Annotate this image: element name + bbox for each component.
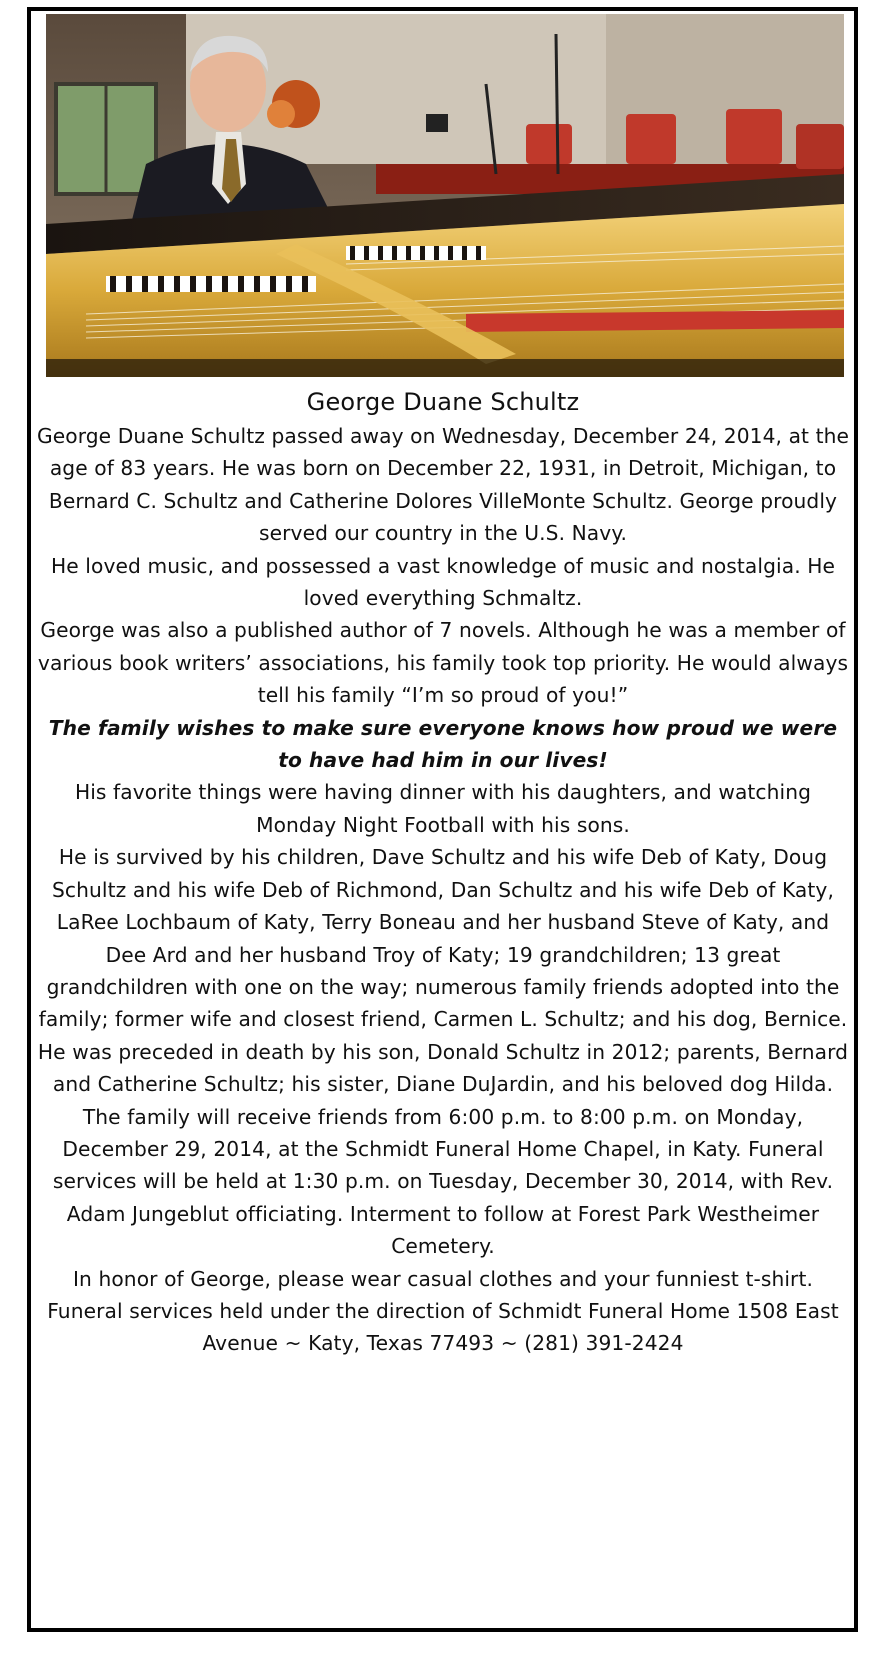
portrait-photo-at-piano xyxy=(46,14,844,377)
paragraph-biography: George Duane Schultz passed away on Wednesday, December 24, 2014, at the age of 83 years. He was born on December 22, 1931, in Detroit, Michigan, to Bernard C. Schultz and Catherine Dolores VilleMonte Schultz. George proudly served our country in the U.S. Navy. xyxy=(36,424,850,546)
paragraph-favorite-things: His favorite things were having dinner with his daughters, and watching Monday Night Football with his sons. xyxy=(74,780,812,837)
paragraph-dress-and-contact: In honor of George, please wear casual clothes and your funniest t-shirt. Funeral services held under the direction of Schmidt Funeral Home 1508 East Avenue ~ Katy, Texas 77493 ~ (281) 391-2424 xyxy=(47,1266,839,1356)
paragraph-preceded: He was preceded in death by his son, Donald Schultz in 2012; parents, Bernard and Catherine Schultz; his sister, Diane DuJardin, and his beloved dog Hilda. xyxy=(37,1039,849,1097)
paragraph-survivors: He is survived by his children, Dave Schultz and his wife Deb of Katy, Doug Schultz and his wife Deb of Richmond, Dan Schultz and his wife Deb of Katy, LaRee Lochbaum of Katy, Terry Boneau and her husband Steve of Katy, and Dee Ard and her husband Troy of Katy; 19 grandchildren; 13 great grandchildren with one on the way; numerous family friends adopted into the family; former wife and closest friend, Carmen L. Schultz; and his dog, Bernice. xyxy=(38,845,848,1032)
deceased-name-heading: George Duane Schultz xyxy=(306,388,580,416)
obituary-text xyxy=(34,385,852,1360)
paragraph-music: He loved music, and possessed a vast knowledge of music and nostalgia. He loved everything Schmaltz. xyxy=(50,553,836,611)
paragraph-services: The family will receive friends from 6:00 p.m. to 8:00 p.m. on Monday, December 29, 2014, at the Schmidt Funeral Home Chapel, in Katy. Funeral services will be held at 1:30 p.m. on Tuesday, December 30, 2014, with Rev. Adam Jungeblut officiating. Interment to follow at Forest Park Westheimer Cemetery. xyxy=(52,1104,834,1259)
paragraph-author: George was also a published author of 7 novels. Although he was a member of various book writers’ associations, his family took top priority. He would always tell his family “I’m so proud of you!” xyxy=(37,618,849,708)
paragraph-family-message: The family wishes to make sure everyone knows how proud we were to have had him in our lives! xyxy=(48,715,838,773)
